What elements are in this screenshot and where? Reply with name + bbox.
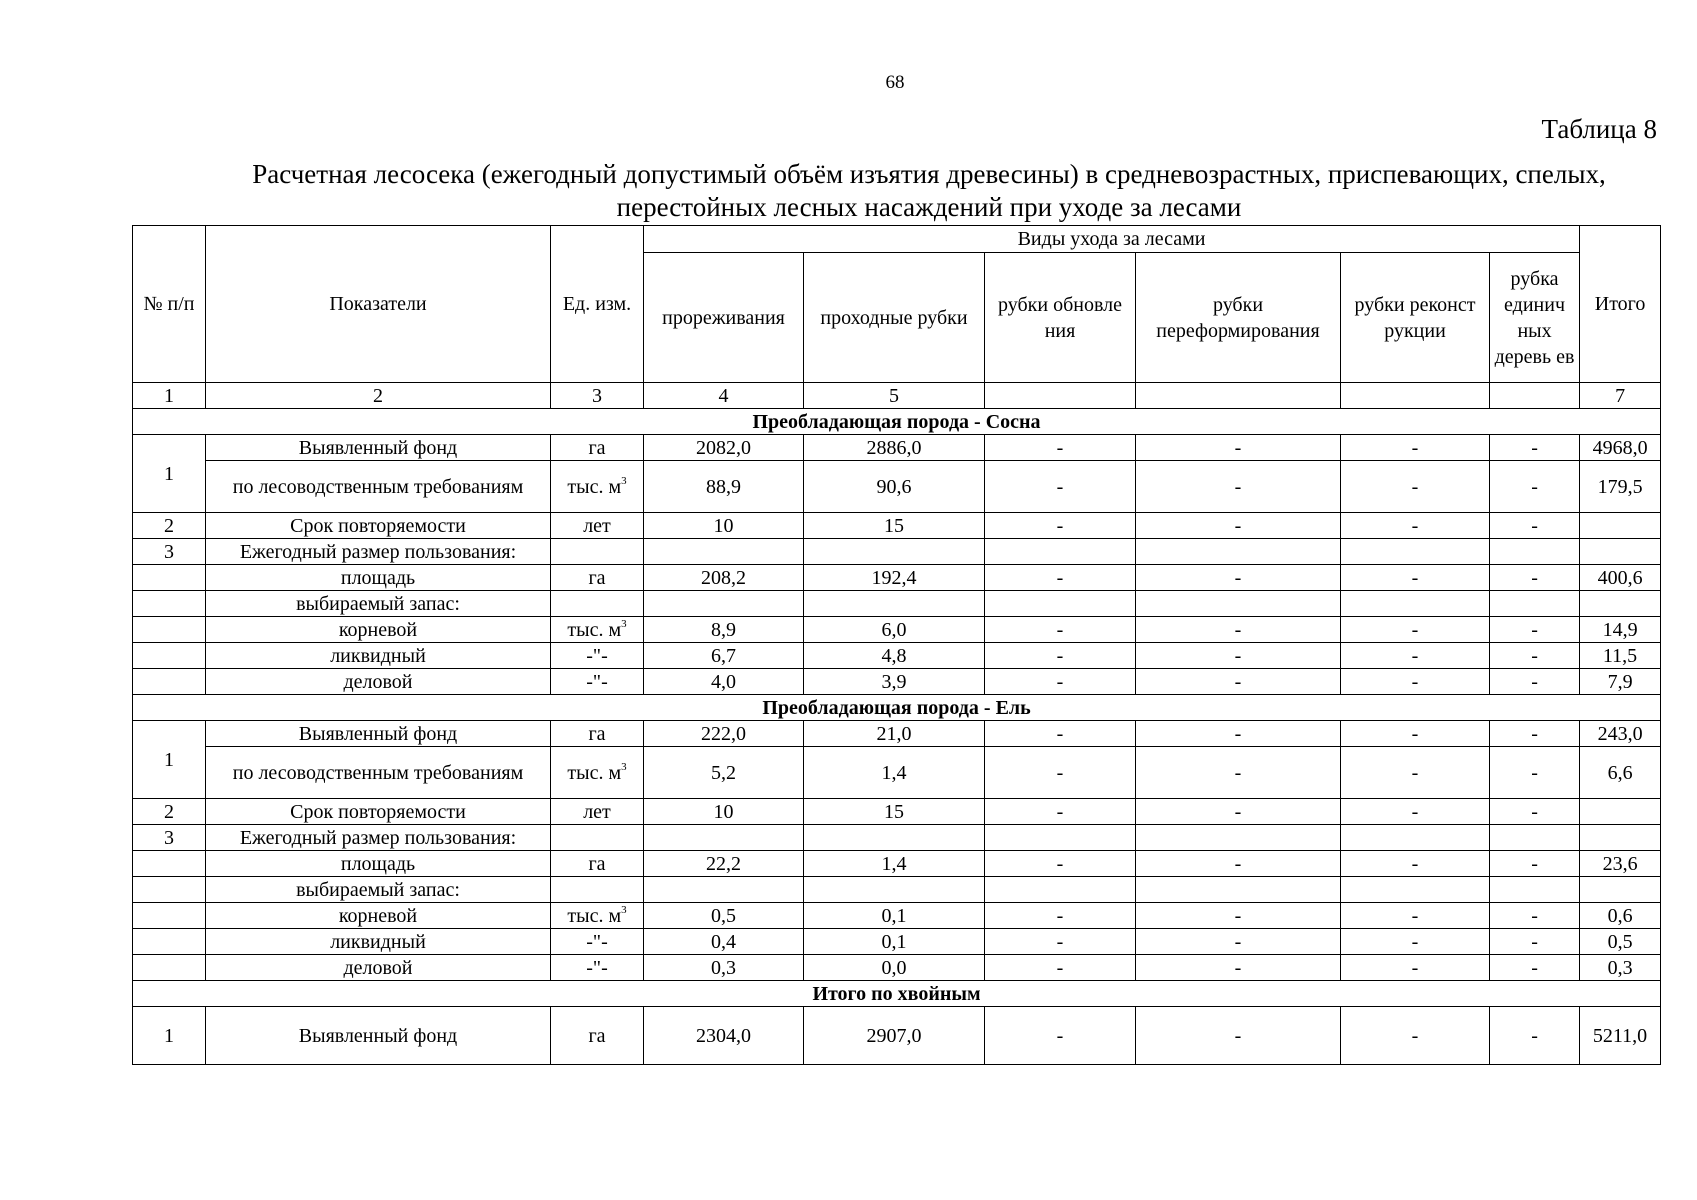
row-indicator: корневой — [206, 903, 551, 929]
row-value — [804, 825, 985, 851]
row-indicator: выбираемый запас: — [206, 877, 551, 903]
row-value: 22,2 — [644, 851, 804, 877]
table-body — [133, 383, 1661, 1065]
table-row — [133, 539, 1661, 565]
column-numbers-row — [133, 383, 1661, 409]
row-value: 21,0 — [804, 721, 985, 747]
unit-text: га — [588, 722, 606, 745]
row-value: 2082,0 — [644, 435, 804, 461]
row-value — [985, 877, 1136, 903]
row-unit — [551, 929, 644, 955]
row-value: 6,7 — [644, 643, 804, 669]
column-number — [1341, 383, 1490, 409]
row-value: - — [1490, 669, 1580, 695]
row-value: - — [1136, 851, 1341, 877]
row-value — [1580, 513, 1661, 539]
row-value: - — [1490, 721, 1580, 747]
header-num: № п/п — [133, 226, 206, 383]
unit-text: га — [588, 852, 606, 875]
table-row — [133, 513, 1661, 539]
row-num — [133, 877, 206, 903]
row-value — [1490, 877, 1580, 903]
row-value: - — [1490, 435, 1580, 461]
row-value: 15 — [804, 799, 985, 825]
table-row — [133, 591, 1661, 617]
row-value: - — [985, 929, 1136, 955]
row-value — [1580, 877, 1661, 903]
row-num: 3 — [133, 825, 206, 851]
table-row — [133, 929, 1661, 955]
unit-superscript: 3 — [621, 760, 627, 773]
row-value: - — [985, 669, 1136, 695]
row-value: - — [1136, 513, 1341, 539]
row-unit — [551, 747, 644, 799]
row-value: - — [1490, 1007, 1580, 1065]
row-value: 14,9 — [1580, 617, 1661, 643]
row-value — [644, 877, 804, 903]
row-value: - — [1490, 747, 1580, 799]
row-value — [644, 539, 804, 565]
row-value: 1,4 — [804, 747, 985, 799]
row-value — [804, 877, 985, 903]
row-indicator: Ежегодный размер пользования: — [206, 825, 551, 851]
row-value — [1341, 877, 1490, 903]
row-value: - — [1341, 903, 1490, 929]
row-unit — [551, 721, 644, 747]
table-row — [133, 799, 1661, 825]
unit-text: лет — [583, 514, 611, 537]
row-value: - — [985, 565, 1136, 591]
row-num — [133, 591, 206, 617]
row-value: - — [1136, 721, 1341, 747]
row-num: 2 — [133, 513, 206, 539]
row-num — [133, 617, 206, 643]
row-value: - — [985, 903, 1136, 929]
row-unit — [551, 955, 644, 981]
row-indicator: Выявленный фонд — [206, 721, 551, 747]
unit-superscript: 3 — [621, 903, 627, 916]
row-indicator: ликвидный — [206, 643, 551, 669]
row-value: - — [1341, 721, 1490, 747]
unit-text: -"- — [586, 930, 608, 953]
row-value: - — [1341, 851, 1490, 877]
row-value: - — [985, 435, 1136, 461]
section-row — [133, 981, 1661, 1007]
row-num — [133, 955, 206, 981]
row-value: - — [1341, 461, 1490, 513]
column-number — [1490, 383, 1580, 409]
row-value: - — [1136, 1007, 1341, 1065]
row-value: 6,6 — [1580, 747, 1661, 799]
header-total: Итого — [1580, 226, 1661, 383]
header-type-renewal-cutting: рубки обновле ния — [985, 253, 1136, 383]
row-value: - — [1490, 565, 1580, 591]
row-value: 4,0 — [644, 669, 804, 695]
table-row — [133, 669, 1661, 695]
row-indicator: Выявленный фонд — [206, 1007, 551, 1065]
section-row — [133, 695, 1661, 721]
column-number: 1 — [133, 383, 206, 409]
row-value: 179,5 — [1580, 461, 1661, 513]
row-value: 23,6 — [1580, 851, 1661, 877]
row-num — [133, 669, 206, 695]
row-value: 7,9 — [1580, 669, 1661, 695]
row-value: 1,4 — [804, 851, 985, 877]
row-value: - — [1490, 851, 1580, 877]
table-row — [133, 747, 1661, 799]
table-row — [133, 643, 1661, 669]
unit-text: тыс. м — [567, 618, 622, 641]
column-number: 4 — [644, 383, 804, 409]
row-unit — [551, 851, 644, 877]
row-value: - — [1136, 617, 1341, 643]
row-num: 3 — [133, 539, 206, 565]
table-row — [133, 461, 1661, 513]
row-unit — [551, 799, 644, 825]
row-value: - — [1136, 669, 1341, 695]
row-value — [804, 539, 985, 565]
unit-superscript: 3 — [621, 474, 627, 487]
row-value: - — [1341, 435, 1490, 461]
header-type-thinning: прореживания — [644, 253, 804, 383]
row-value — [1341, 591, 1490, 617]
row-value: 208,2 — [644, 565, 804, 591]
row-value: - — [1490, 929, 1580, 955]
row-value: 10 — [644, 799, 804, 825]
row-value — [1580, 539, 1661, 565]
row-value — [1580, 825, 1661, 851]
table-row — [133, 825, 1661, 851]
table-title — [200, 158, 1658, 224]
table-row — [133, 955, 1661, 981]
row-value: - — [985, 851, 1136, 877]
table-row — [133, 565, 1661, 591]
row-value: 243,0 — [1580, 721, 1661, 747]
row-value — [985, 825, 1136, 851]
row-value: - — [1490, 955, 1580, 981]
row-value — [1136, 591, 1341, 617]
row-num — [133, 929, 206, 955]
unit-text: тыс. м — [567, 761, 622, 784]
row-value: - — [985, 1007, 1136, 1065]
row-num — [133, 903, 206, 929]
row-indicator: корневой — [206, 617, 551, 643]
row-value — [1136, 877, 1341, 903]
table-row — [133, 1007, 1661, 1065]
row-value: 11,5 — [1580, 643, 1661, 669]
row-value: - — [1136, 565, 1341, 591]
row-value: - — [1136, 461, 1341, 513]
header-unit: Ед. изм. — [551, 226, 644, 383]
section-title: Преобладающая порода - Ель — [133, 695, 1661, 721]
section-title: Итого по хвойным — [133, 981, 1661, 1007]
row-value: - — [985, 461, 1136, 513]
row-num: 1 — [133, 435, 206, 513]
row-indicator: площадь — [206, 565, 551, 591]
unit-superscript: 3 — [621, 617, 627, 630]
row-value: - — [985, 721, 1136, 747]
table-row — [133, 877, 1661, 903]
row-value: - — [1136, 929, 1341, 955]
row-num: 1 — [133, 1007, 206, 1065]
unit-text: -"- — [586, 956, 608, 979]
row-indicator: Выявленный фонд — [206, 435, 551, 461]
table-title-line-2: перестойных лесных насаждений при уходе за лесами — [616, 192, 1242, 222]
row-value — [644, 825, 804, 851]
felling-table — [132, 225, 1661, 1065]
row-value: 0,3 — [1580, 955, 1661, 981]
row-value: 15 — [804, 513, 985, 539]
row-value: 3,9 — [804, 669, 985, 695]
unit-text: тыс. м — [567, 904, 622, 927]
row-value: - — [1341, 669, 1490, 695]
table-row — [133, 617, 1661, 643]
row-value: 8,9 — [644, 617, 804, 643]
row-unit — [551, 435, 644, 461]
row-unit — [551, 643, 644, 669]
row-value — [985, 539, 1136, 565]
row-value: 0,0 — [804, 955, 985, 981]
row-value — [1136, 539, 1341, 565]
unit-text: га — [588, 1024, 606, 1047]
row-value — [1341, 825, 1490, 851]
row-num: 1 — [133, 721, 206, 799]
row-value: 192,4 — [804, 565, 985, 591]
row-value: - — [985, 617, 1136, 643]
row-unit — [551, 669, 644, 695]
row-value — [1580, 591, 1661, 617]
row-value: - — [1136, 955, 1341, 981]
row-value: 0,4 — [644, 929, 804, 955]
row-value: - — [1341, 955, 1490, 981]
row-value: 5,2 — [644, 747, 804, 799]
section-row — [133, 409, 1661, 435]
table-row — [133, 721, 1661, 747]
row-indicator: площадь — [206, 851, 551, 877]
row-indicator: Срок повторяемости — [206, 799, 551, 825]
row-num — [133, 851, 206, 877]
table-number: Таблица 8 — [1541, 114, 1657, 144]
header-type-reformation-cutting: рубки переформирования — [1136, 253, 1341, 383]
unit-text: -"- — [586, 644, 608, 667]
row-value: 2907,0 — [804, 1007, 985, 1065]
row-unit — [551, 1007, 644, 1065]
row-unit — [551, 877, 644, 903]
row-value: - — [1341, 513, 1490, 539]
row-num — [133, 643, 206, 669]
row-indicator: деловой — [206, 669, 551, 695]
row-value: 90,6 — [804, 461, 985, 513]
row-value: - — [985, 955, 1136, 981]
row-value: - — [1136, 747, 1341, 799]
row-value: 0,1 — [804, 903, 985, 929]
section-title: Преобладающая порода - Сосна — [133, 409, 1661, 435]
row-value — [985, 591, 1136, 617]
column-number: 2 — [206, 383, 551, 409]
header-type-reconstruction-cutting: рубки реконст рукции — [1341, 253, 1490, 383]
row-value: 88,9 — [644, 461, 804, 513]
row-value — [1136, 825, 1341, 851]
row-value: 0,5 — [1580, 929, 1661, 955]
row-unit — [551, 591, 644, 617]
row-value: - — [1341, 565, 1490, 591]
row-num — [133, 565, 206, 591]
row-value: - — [1341, 747, 1490, 799]
row-value: 0,6 — [1580, 903, 1661, 929]
row-value: - — [985, 513, 1136, 539]
row-indicator: выбираемый запас: — [206, 591, 551, 617]
row-value: - — [1490, 799, 1580, 825]
row-unit — [551, 513, 644, 539]
row-value: - — [1136, 643, 1341, 669]
table-row — [133, 851, 1661, 877]
row-value: 0,5 — [644, 903, 804, 929]
unit-text: лет — [583, 800, 611, 823]
row-unit — [551, 539, 644, 565]
column-number: 5 — [804, 383, 985, 409]
row-value: - — [985, 643, 1136, 669]
row-num: 2 — [133, 799, 206, 825]
row-value: - — [985, 747, 1136, 799]
row-value: 0,3 — [644, 955, 804, 981]
row-value: 2886,0 — [804, 435, 985, 461]
row-indicator: ликвидный — [206, 929, 551, 955]
row-value — [1490, 825, 1580, 851]
unit-text: тыс. м — [567, 475, 622, 498]
row-value: - — [1341, 1007, 1490, 1065]
unit-text: га — [588, 566, 606, 589]
header-indicators: Показатели — [206, 226, 551, 383]
row-value: 6,0 — [804, 617, 985, 643]
row-value: - — [1341, 799, 1490, 825]
row-unit — [551, 825, 644, 851]
row-value: 10 — [644, 513, 804, 539]
row-indicator: Ежегодный размер пользования: — [206, 539, 551, 565]
table-row — [133, 903, 1661, 929]
row-value: - — [1341, 929, 1490, 955]
header-type-single-tree-cutting: рубка единич ных деревь ев — [1490, 253, 1580, 383]
row-value: - — [1490, 617, 1580, 643]
row-value: 5211,0 — [1580, 1007, 1661, 1065]
unit-text: -"- — [586, 670, 608, 693]
row-indicator: деловой — [206, 955, 551, 981]
row-value — [644, 591, 804, 617]
row-unit — [551, 903, 644, 929]
row-value: - — [1136, 435, 1341, 461]
row-value: - — [1490, 513, 1580, 539]
column-number: 7 — [1580, 383, 1661, 409]
row-value: - — [1341, 617, 1490, 643]
row-indicator: Срок повторяемости — [206, 513, 551, 539]
row-value: - — [985, 799, 1136, 825]
row-value: 0,1 — [804, 929, 985, 955]
row-unit — [551, 617, 644, 643]
table-row — [133, 435, 1661, 461]
row-value: 4968,0 — [1580, 435, 1661, 461]
row-indicator: по лесоводственным требованиям — [206, 747, 551, 799]
row-value: 222,0 — [644, 721, 804, 747]
unit-text: га — [588, 436, 606, 459]
row-value: - — [1136, 799, 1341, 825]
row-value: - — [1490, 903, 1580, 929]
row-value — [1580, 799, 1661, 825]
row-indicator: по лесоводственным требованиям — [206, 461, 551, 513]
row-value: - — [1490, 461, 1580, 513]
header-care-types: Виды ухода за лесами — [644, 226, 1580, 253]
row-unit — [551, 565, 644, 591]
row-value — [1490, 591, 1580, 617]
header-type-passage-cutting: проходные рубки — [804, 253, 985, 383]
row-value: - — [1136, 903, 1341, 929]
row-value — [1490, 539, 1580, 565]
row-value — [804, 591, 985, 617]
row-value: - — [1341, 643, 1490, 669]
page-number: 68 — [885, 72, 905, 93]
row-value: 4,8 — [804, 643, 985, 669]
row-unit — [551, 461, 644, 513]
row-value: 2304,0 — [644, 1007, 804, 1065]
column-number: 3 — [551, 383, 644, 409]
table-title-line-1: Расчетная лесосека (ежегодный допустимый объём изъятия древесины) в средневозрастных, приспевающих, спелых, — [252, 159, 1606, 189]
row-value — [1341, 539, 1490, 565]
column-number — [1136, 383, 1341, 409]
row-value: 400,6 — [1580, 565, 1661, 591]
column-number — [985, 383, 1136, 409]
row-value: - — [1490, 643, 1580, 669]
